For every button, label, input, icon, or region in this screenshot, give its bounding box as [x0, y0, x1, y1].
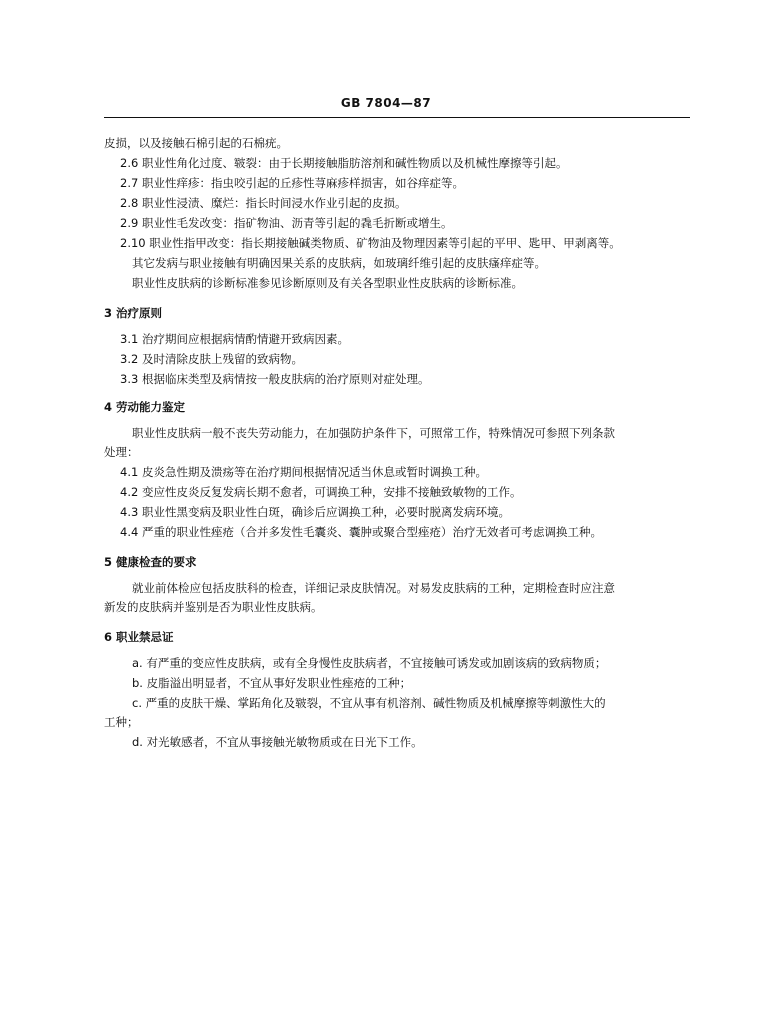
clause-2-7: 2.7 职业性痒疹：指虫咬引起的丘疹性荨麻疹样损害，如谷痒症等。 [120, 176, 464, 190]
contraindication-d: d. 对光敏感者，不宜从事接触光敏物质或在日光下工作。 [132, 735, 423, 749]
clause-4-3: 4.3 职业性黑变病及职业性白斑，确诊后应调换工种，必要时脱离发病环境。 [120, 505, 510, 519]
clause-2-9: 2.9 职业性毛发改变：指矿物油、沥青等引起的毳毛折断或增生。 [120, 216, 453, 230]
clause-2-6: 2.6 职业性角化过度、皲裂：由于长期接触脂肪溶剂和碱性物质以及机械性摩擦等引起。 [120, 156, 568, 170]
clause-2-10: 2.10 职业性指甲改变：指长期接触碱类物质、矿物油及物理因素等引起的平甲、匙甲、甲剥离等。 [120, 236, 621, 250]
section-heading-6: 6 职业禁忌证 [104, 630, 174, 644]
paragraph-4: 职业性皮肤病一般不丧失劳动能力，在加强防护条件下，可照常工作，特殊情况可参照下列条款 [132, 426, 615, 440]
clause-3-2: 3.2 及时清除皮肤上残留的致病物。 [120, 352, 303, 366]
section-heading-5: 5 健康检查的要求 [104, 555, 197, 569]
paragraph-4-cont: 处理： [104, 445, 139, 459]
clause-3-3: 3.3 根据临床类型及病情按一般皮肤病的治疗原则对症处理。 [120, 372, 430, 386]
clause-4-1: 4.1 皮炎急性期及溃疡等在治疗期间根据情况适当休息或暂时调换工种。 [120, 465, 487, 479]
contraindication-c-cont: 工种； [104, 715, 139, 729]
clause-3-1: 3.1 治疗期间应根据病情酌情避开致病因素。 [120, 332, 349, 346]
section-heading-4: 4 劳动能力鉴定 [104, 400, 186, 414]
paragraph-5-cont: 新发的皮肤病并鉴别是否为职业性皮肤病。 [104, 600, 323, 614]
paragraph-5: 就业前体检应包括皮肤科的检查，详细记录皮肤情况。对易发皮肤病的工种，定期检查时应注意 [132, 581, 615, 595]
section-heading-3: 3 治疗原则 [104, 306, 163, 320]
page-header-standard-code: GB 7804—87 [340, 96, 432, 110]
clause-2-8: 2.8 职业性浸渍、糜烂：指长时间浸水作业引起的皮损。 [120, 196, 407, 210]
text-line: 皮损，以及接触石棉引起的石棉疣。 [104, 136, 288, 150]
text-line: 职业性皮肤病的诊断标准参见诊断原则及有关各型职业性皮肤病的诊断标准。 [132, 276, 523, 290]
contraindication-b: b. 皮脂溢出明显者，不宜从事好发职业性痤疮的工种； [132, 676, 412, 690]
header-rule [104, 117, 690, 118]
clause-4-2: 4.2 变应性皮炎反复发病长期不愈者，可调换工种，安排不接触致敏物的工作。 [120, 485, 522, 499]
contraindication-a: a. 有严重的变应性皮肤病，或有全身慢性皮肤病者，不宜接触可诱发或加剧该病的致病物质； [132, 656, 607, 670]
clause-4-4: 4.4 严重的职业性痤疮（合并多发性毛囊炎、囊肿或聚合型痤疮）治疗无效者可考虑调换工种。 [120, 525, 602, 539]
contraindication-c: c. 严重的皮肤干燥、掌跖角化及皲裂，不宜从事有机溶剂、碱性物质及机械摩擦等刺激性大的 [132, 696, 606, 710]
text-line: 其它发病与职业接触有明确因果关系的皮肤病，如玻璃纤维引起的皮肤瘙痒症等。 [132, 256, 546, 270]
